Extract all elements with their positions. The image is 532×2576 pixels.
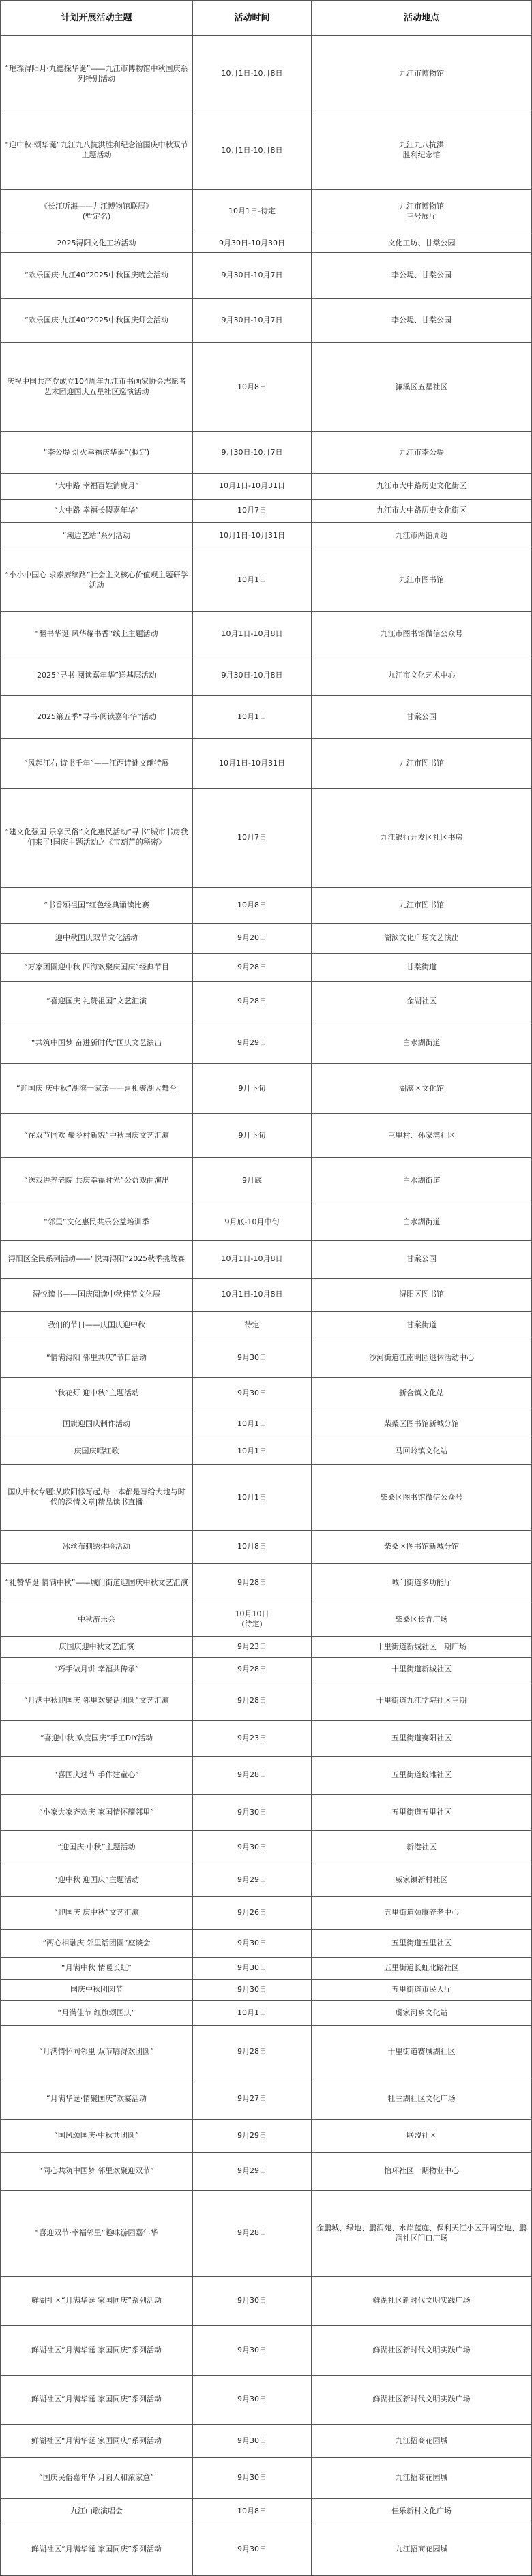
time-cell: 10月1日 xyxy=(193,1410,312,1438)
time-cell: 9月29日 xyxy=(193,1022,312,1063)
table-row xyxy=(0,2326,532,2376)
time-cell: 9月30日-10月7日 xyxy=(193,253,312,298)
time-cell: 10月1日 xyxy=(193,549,312,611)
theme-cell: “国庆民俗嘉年华 月圆人和浓家意” xyxy=(0,2458,193,2498)
location-cell: 九江市图书馆 xyxy=(312,549,532,611)
table-row xyxy=(0,2001,532,2026)
time-cell: 9月23日 xyxy=(193,1721,312,1756)
location-cell: 新合镇文化站 xyxy=(312,1378,532,1410)
table-row xyxy=(0,739,532,789)
theme-cell: “迎国庆 庆中秋”湖滨一家亲——喜相聚湖大舞台 xyxy=(0,1064,193,1113)
theme-cell: 国庆中秋专题:从欧阳修写起,每一本都是写给大地与时代的深情文章|精品读书直播 xyxy=(0,1465,193,1530)
theme-cell: “迎中秋·颂华诞”九江九八抗洪胜利纪念馆国庆中秋双节主题活动 xyxy=(0,112,193,189)
time-cell: 9月28日 xyxy=(193,2026,312,2078)
time-cell: 9月30日 xyxy=(193,1378,312,1410)
time-cell: 10月8日 xyxy=(193,888,312,923)
theme-cell: “欢乐国庆·九江40”2025中秋国庆灯会活动 xyxy=(0,299,193,342)
header-location: 活动地点 xyxy=(312,1,532,35)
theme-cell: 国旗迎国庆制作活动 xyxy=(0,1410,193,1438)
location-cell: 新港社区 xyxy=(312,1831,532,1864)
theme-cell: “潮边艺站”系列活动 xyxy=(0,523,193,549)
location-cell: 湖滨文化广场文艺演出 xyxy=(312,924,532,953)
location-cell: 九江市李公堤 xyxy=(312,432,532,473)
theme-cell: 2025第五季“寻书·阅读嘉年华”活动 xyxy=(0,696,193,738)
location-cell: 金鹏城、绿地、鹏润苑、水岸蓝庭、保利天汇小区开阔空地、鹏润社区门口广场 xyxy=(312,2191,532,2276)
location-cell: 十里街道赛城湖社区 xyxy=(312,2026,532,2078)
time-cell: 9月23日 xyxy=(193,1637,312,1657)
theme-cell: “月满佳节 红旗颂国庆” xyxy=(0,2001,193,2025)
theme-cell: “巧手做月饼 幸福共传承” xyxy=(0,1658,193,1682)
location-cell: 鲜湖社区新时代文明实践广场 xyxy=(312,2326,532,2375)
table-row xyxy=(0,1279,532,1312)
theme-cell: 国庆中秋团圆节 xyxy=(0,1980,193,2000)
location-cell: 威家镇新村社区 xyxy=(312,1864,532,1896)
location-cell: 马回岭镇文化站 xyxy=(312,1438,532,1464)
theme-cell: “大中路 幸福百姓消费月” xyxy=(0,474,193,499)
location-cell: 甘棠街道 xyxy=(312,954,532,981)
theme-cell: “国风颂国庆·中秋共团圆” xyxy=(0,2120,193,2152)
time-cell: 10月1日-10月8日 xyxy=(193,1279,312,1311)
time-cell: 9月30日 xyxy=(193,2376,312,2424)
theme-cell: 浔阳区全民系列活动——“悦舞浔阳”2025秋季挑战赛 xyxy=(0,1241,193,1278)
location-cell: 九江市两馆周边 xyxy=(312,523,532,549)
theme-cell: “欢乐国庆·九江40”2025中秋国庆晚会活动 xyxy=(0,253,193,298)
location-cell: 白水湖街道 xyxy=(312,1022,532,1063)
location-cell: 柴桑区图书馆新城分馆 xyxy=(312,1410,532,1438)
table-row xyxy=(0,1603,532,1637)
time-cell: 10月1日-10月8日 xyxy=(193,112,312,189)
time-cell: 9月30日-10月7日 xyxy=(193,432,312,473)
time-cell: 9月30日 xyxy=(193,1958,312,1979)
theme-cell: “喜国庆过节 手作建童心” xyxy=(0,1757,193,1794)
time-cell: 9月下旬 xyxy=(193,1064,312,1113)
time-cell: 10月1日-10月31日 xyxy=(193,474,312,499)
time-cell: 10月1日-10月31日 xyxy=(193,523,312,549)
location-cell: 九江市大中路历史文化街区 xyxy=(312,500,532,522)
time-cell: 9月28日 xyxy=(193,1757,312,1794)
table-row xyxy=(0,1930,532,1958)
time-cell: 10月10日 (待定) xyxy=(193,1603,312,1636)
table-row xyxy=(0,982,532,1022)
time-cell: 9月30日 xyxy=(193,2326,312,2375)
time-cell: 9月28日 xyxy=(193,954,312,981)
time-cell: 10月1日 xyxy=(193,1438,312,1464)
location-cell: 十里街道新城社区一期广场 xyxy=(312,1637,532,1657)
time-cell: 9月30日 xyxy=(193,1930,312,1957)
location-cell: 九江银行开发区社区书房 xyxy=(312,789,532,887)
location-cell: 甘棠公园 xyxy=(312,1241,532,1278)
time-cell: 9月27日 xyxy=(193,2078,312,2119)
location-cell: 五里街道赛阳社区 xyxy=(312,1721,532,1756)
theme-cell: “邻里”文化惠民共乐公益培训季 xyxy=(0,1204,193,1240)
table-row xyxy=(0,2191,532,2277)
table-row xyxy=(0,1658,532,1682)
location-cell: 九江市文化艺术中心 xyxy=(312,656,532,695)
theme-cell: “书香颂祖国”红色经典诵读比赛 xyxy=(0,888,193,923)
theme-cell: 我们的节日——庆国庆迎中秋 xyxy=(0,1312,193,1339)
theme-cell: “风起江右 诗书千年”——江西诗谜文献特展 xyxy=(0,739,193,788)
time-cell: 10月1日-待定 xyxy=(193,190,312,234)
table-row xyxy=(0,1465,532,1531)
time-cell: 9月底-10月中旬 xyxy=(193,1204,312,1240)
location-cell: 九江市图书馆 xyxy=(312,888,532,923)
table-row xyxy=(0,2425,532,2458)
table-row xyxy=(0,612,532,656)
location-cell: 九江市图书馆微信公众号 xyxy=(312,612,532,656)
time-cell: 9月30日 xyxy=(193,1980,312,2000)
time-cell: 10月1日-10月31日 xyxy=(193,739,312,788)
theme-cell: “礼赞华诞 情满中秋”——城门街道迎国庆中秋文艺汇演 xyxy=(0,1564,193,1603)
table-row xyxy=(0,2524,532,2576)
location-cell: 五里街道蛟滩社区 xyxy=(312,1757,532,1794)
location-cell: 柴桑区图书馆微信公众号 xyxy=(312,1465,532,1530)
location-cell: 五里街道长虹北路社区 xyxy=(312,1958,532,1979)
time-cell: 9月20日 xyxy=(193,924,312,953)
table-row xyxy=(0,1339,532,1378)
table-row xyxy=(0,549,532,612)
theme-cell: “万家团圆迎中秋 四海欢聚庆国庆”经典节目 xyxy=(0,954,193,981)
location-cell: 沙河街道江南明园退休活动中心 xyxy=(312,1339,532,1377)
header-theme: 计划开展活动主题 xyxy=(0,1,193,35)
time-cell: 9月30日-10月8日 xyxy=(193,656,312,695)
time-cell: 10月1日 xyxy=(193,2001,312,2025)
location-cell: 文化工坊、甘棠公园 xyxy=(312,234,532,252)
table-row xyxy=(0,1958,532,1980)
time-cell: 10月1日-10月8日 xyxy=(193,1241,312,1278)
table-row xyxy=(0,656,532,696)
table-row xyxy=(0,1378,532,1410)
theme-cell: “两心相融庆 邻里话团圆”座谈会 xyxy=(0,1930,193,1957)
table-row xyxy=(0,696,532,739)
location-cell: 九江市大中路历史文化街区 xyxy=(312,474,532,499)
theme-cell: 庆国庆唱红歌 xyxy=(0,1438,193,1464)
time-cell: 9月30日-10月7日 xyxy=(193,299,312,342)
location-cell: 九江市博物馆 三号展厅 xyxy=(312,190,532,234)
theme-cell: “小小中国心 求索赓续路”社会主义核心价值观主题研学活动 xyxy=(0,549,193,611)
location-cell: 柴桑区长青广场 xyxy=(312,1603,532,1636)
theme-cell: 冰丝布刺绣体验活动 xyxy=(0,1531,193,1563)
table-header-row xyxy=(0,0,532,36)
table-row xyxy=(0,1864,532,1897)
theme-cell: “迎中秋 迎国庆”主题活动 xyxy=(0,1864,193,1896)
time-cell: 9月28日 xyxy=(193,1564,312,1603)
location-cell: 九江市博物馆 xyxy=(312,36,532,112)
time-cell: 9月29日 xyxy=(193,2153,312,2190)
table-row xyxy=(0,2120,532,2153)
theme-cell: “共筑中国梦 奋进新时代”国庆文艺演出 xyxy=(0,1022,193,1063)
table-row xyxy=(0,2499,532,2524)
time-cell: 10月1日 xyxy=(193,1465,312,1530)
theme-cell: “大中路 幸福长假嘉年华” xyxy=(0,500,193,522)
table-row xyxy=(0,1721,532,1757)
time-cell: 10月8日 xyxy=(193,343,312,431)
table-row xyxy=(0,234,532,253)
table-row xyxy=(0,432,532,474)
location-cell: 三里村、孙家湾社区 xyxy=(312,1114,532,1157)
table-row xyxy=(0,888,532,924)
theme-cell: “送戏进养老院 共庆幸福时光”公益戏曲演出 xyxy=(0,1158,193,1204)
theme-cell: “同心共筑中国梦 邻里欢聚迎双节” xyxy=(0,2153,193,2190)
time-cell: 待定 xyxy=(193,1312,312,1339)
table-row xyxy=(0,1410,532,1438)
table-row xyxy=(0,1114,532,1158)
theme-cell: “在双节同欢 聚乡村新貌”中秋国庆文艺汇演 xyxy=(0,1114,193,1157)
table-row xyxy=(0,2078,532,2120)
table-row xyxy=(0,1980,532,2001)
time-cell: 9月28日 xyxy=(193,2191,312,2276)
location-cell: 牡兰湖社区文化广场 xyxy=(312,2078,532,2119)
theme-cell: “秋花灯 迎中秋”主题活动 xyxy=(0,1378,193,1410)
time-cell: 9月30日 xyxy=(193,2524,312,2575)
table-row xyxy=(0,924,532,954)
location-cell: 怡环社区一期物业中心 xyxy=(312,2153,532,2190)
time-cell: 10月8日 xyxy=(193,1531,312,1563)
location-cell: 甘棠公园 xyxy=(312,696,532,738)
location-cell: 九江招商花园城 xyxy=(312,2524,532,2575)
theme-cell: “小家大家齐欢庆 家国情怀耀邻里” xyxy=(0,1795,193,1830)
theme-cell: “翻书华诞 风华耀书香”线上主题活动 xyxy=(0,612,193,656)
table-row xyxy=(0,1312,532,1339)
table-row xyxy=(0,789,532,888)
theme-cell: 中秋游乐会 xyxy=(0,1603,193,1636)
time-cell: 10月1日-10月8日 xyxy=(193,612,312,656)
table-row xyxy=(0,1158,532,1204)
table-row xyxy=(0,1022,532,1064)
location-cell: 鲜湖社区新时代文明实践广场 xyxy=(312,2277,532,2325)
table-row xyxy=(0,954,532,982)
time-cell: 10月7日 xyxy=(193,789,312,887)
theme-cell: 2025“寻书·阅读嘉年华”送基层活动 xyxy=(0,656,193,695)
table-row xyxy=(0,2153,532,2191)
location-cell: 柴桑区图书馆新城分馆 xyxy=(312,1531,532,1563)
time-cell: 9月30日 xyxy=(193,2277,312,2325)
table-row xyxy=(0,1831,532,1864)
theme-cell: 鲜湖社区“月满华诞 家国同庆”系列活动 xyxy=(0,2326,193,2375)
table-row xyxy=(0,1682,532,1721)
theme-cell: 2025浔阳文化工坊活动 xyxy=(0,234,193,252)
header-time: 活动时间 xyxy=(193,1,312,35)
location-cell: 联盟社区 xyxy=(312,2120,532,2152)
theme-cell: 庆祝中国共产党成立104周年九江市书画家协会志愿者艺术团迎国庆五星社区巡演活动 xyxy=(0,343,193,431)
theme-cell: 《长江听海——九江博物馆联展》 (暂定名) xyxy=(0,190,193,234)
theme-cell: “喜迎双节·幸福邻里”趣味游园嘉年华 xyxy=(0,2191,193,2276)
location-cell: 佳乐新村文化广场 xyxy=(312,2499,532,2524)
time-cell: 9月30日 xyxy=(193,2425,312,2457)
time-cell: 10月1日-10月8日 xyxy=(193,36,312,112)
time-cell: 9月28日 xyxy=(193,1658,312,1682)
location-cell: 甘棠街道 xyxy=(312,1312,532,1339)
theme-cell: “喜迎国庆 礼赞祖国”文艺汇演 xyxy=(0,982,193,1022)
theme-cell: 迎中秋国庆双节文化活动 xyxy=(0,924,193,953)
table-row xyxy=(0,1795,532,1831)
location-cell: 李公堤、甘棠公园 xyxy=(312,253,532,298)
time-cell: 9月下旬 xyxy=(193,1114,312,1157)
theme-cell: “李公堤 灯火幸福庆华诞”(拟定) xyxy=(0,432,193,473)
time-cell: 10月1日 xyxy=(193,696,312,738)
location-cell: 五里街道颐康养老中心 xyxy=(312,1897,532,1929)
theme-cell: “迎国庆·中秋”主题活动 xyxy=(0,1831,193,1864)
table-row xyxy=(0,1204,532,1241)
table-row xyxy=(0,500,532,523)
table-row xyxy=(0,1757,532,1795)
location-cell: 九江招商花园城 xyxy=(312,2425,532,2457)
location-cell: 五里街道五里社区 xyxy=(312,1930,532,1957)
time-cell: 10月7日 xyxy=(193,500,312,522)
theme-cell: “月满华诞·情聚国庆”欢宴活动 xyxy=(0,2078,193,2119)
location-cell: 十里街道九江学院社区三期 xyxy=(312,1682,532,1720)
location-cell: 白水湖街道 xyxy=(312,1158,532,1204)
time-cell: 10月8日 xyxy=(193,2499,312,2524)
location-cell: 濂溪区五星社区 xyxy=(312,343,532,431)
theme-cell: “喜迎中秋 欢度国庆”手工DIY活动 xyxy=(0,1721,193,1756)
table-row xyxy=(0,2277,532,2326)
table-row xyxy=(0,2458,532,2499)
location-cell: 九江市图书馆 xyxy=(312,739,532,788)
location-cell: 湖滨区文化馆 xyxy=(312,1064,532,1113)
table-row xyxy=(0,2026,532,2078)
location-cell: 浔阳区图书馆 xyxy=(312,1279,532,1311)
table-row xyxy=(0,112,532,190)
time-cell: 9月29日 xyxy=(193,1864,312,1896)
table-row xyxy=(0,474,532,500)
table-row xyxy=(0,523,532,549)
time-cell: 9月28日 xyxy=(193,1682,312,1720)
table-row xyxy=(0,2376,532,2425)
table-row xyxy=(0,1531,532,1564)
table-row xyxy=(0,1564,532,1603)
time-cell: 9月30日 xyxy=(193,1831,312,1864)
table-row xyxy=(0,1241,532,1279)
location-cell: 鲜湖社区新时代文明实践广场 xyxy=(312,2376,532,2424)
theme-cell: “迎国庆 庆中秋”文艺汇演 xyxy=(0,1897,193,1929)
time-cell: 9月30日 xyxy=(193,1339,312,1377)
table-row xyxy=(0,36,532,112)
location-cell: 十里街道新城社区 xyxy=(312,1658,532,1682)
time-cell: 9月30日-10月30日 xyxy=(193,234,312,252)
table-body xyxy=(0,36,532,2576)
theme-cell: 庆国庆迎中秋文艺汇演 xyxy=(0,1637,193,1657)
theme-cell: “情满浔阳 邻里共庆”节日活动 xyxy=(0,1339,193,1377)
theme-cell: 浔悦读书——国庆阅读中秋佳节文化展 xyxy=(0,1279,193,1311)
theme-cell: 鲜湖社区“月满华诞 家国同庆”系列活动 xyxy=(0,2524,193,2575)
theme-cell: “月满中秋迎国庆 邻里欢聚话团圆”文艺汇演 xyxy=(0,1682,193,1720)
table-row xyxy=(0,253,532,299)
time-cell: 9月29日 xyxy=(193,2120,312,2152)
location-cell: 五里街道市民大厅 xyxy=(312,1980,532,2000)
theme-cell: “月满情怀同邻里 双节嗨浔欢团圆” xyxy=(0,2026,193,2078)
location-cell: 九江招商花园城 xyxy=(312,2458,532,2498)
table-row xyxy=(0,343,532,432)
time-cell: 9月26日 xyxy=(193,1897,312,1929)
theme-cell: 九江山歌演唱会 xyxy=(0,2499,193,2524)
location-cell: 李公堤、甘棠公园 xyxy=(312,299,532,342)
table-row xyxy=(0,1064,532,1114)
location-cell: 五里街道五里社区 xyxy=(312,1795,532,1830)
theme-cell: 鲜湖社区“月满华诞 家国同庆”系列活动 xyxy=(0,2376,193,2424)
theme-cell: “建文化强国 乐享民俗”文化惠民活动“寻书”城市书房我们来了!国庆主题活动之《宝葫芦的秘密》 xyxy=(0,789,193,887)
location-cell: 白水湖街道 xyxy=(312,1204,532,1240)
table-row xyxy=(0,190,532,234)
location-cell: 城门街道多功能厅 xyxy=(312,1564,532,1603)
time-cell: 9月底 xyxy=(193,1158,312,1204)
table-row xyxy=(0,1897,532,1930)
time-cell: 9月30日 xyxy=(193,2458,312,2498)
theme-cell: 鲜湖社区“月满华诞 家国同庆”系列活动 xyxy=(0,2425,193,2457)
theme-cell: 鲜湖社区“月满华诞 家国同庆”系列活动 xyxy=(0,2277,193,2325)
location-cell: 虞家河乡文化站 xyxy=(312,2001,532,2025)
time-cell: 9月28日 xyxy=(193,982,312,1022)
table-row xyxy=(0,1637,532,1658)
location-cell: 九江九八抗洪 胜利纪念馆 xyxy=(312,112,532,189)
theme-cell: “月满中秋 情暖长虹” xyxy=(0,1958,193,1979)
theme-cell: “璀璨浔阳月·九德探华诞”——九江市博物馆中秋国庆系列特别活动 xyxy=(0,36,193,112)
time-cell: 9月30日 xyxy=(193,1795,312,1830)
location-cell: 金湖社区 xyxy=(312,982,532,1022)
table-row xyxy=(0,299,532,343)
table-row xyxy=(0,1438,532,1465)
